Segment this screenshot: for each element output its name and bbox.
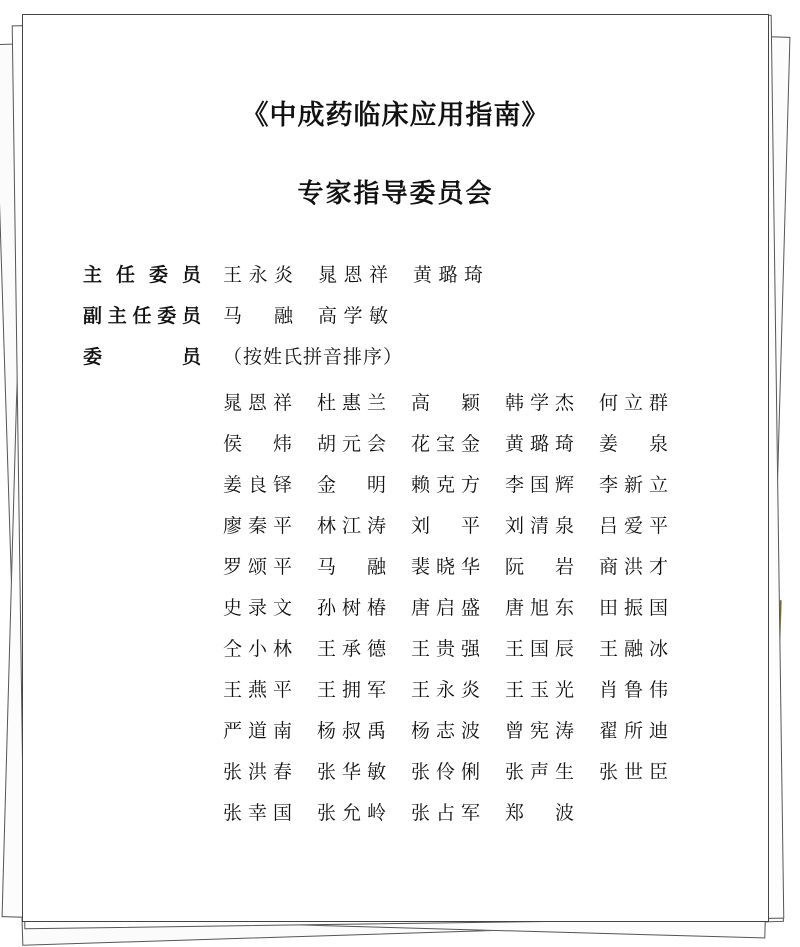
member-name: 黄 璐 琦 bbox=[413, 263, 483, 286]
member-name: 罗 颂 平 bbox=[223, 556, 292, 578]
member-name: 肖 鲁 伟 bbox=[599, 679, 668, 701]
member-name: 杜 惠 兰 bbox=[317, 392, 386, 414]
members-grid-row bbox=[223, 422, 693, 463]
member-name: 胡 元 会 bbox=[317, 433, 386, 455]
member-name: 张 允 岭 bbox=[317, 802, 386, 824]
document-title: 《中成药临床应用指南》 bbox=[241, 100, 550, 131]
member-name: 杨 志 波 bbox=[411, 720, 480, 742]
member-name: 何 立 群 bbox=[599, 392, 668, 414]
members-grid bbox=[223, 381, 693, 832]
member-name: 王 国 辰 bbox=[505, 638, 574, 660]
member-name: 张 占 军 bbox=[411, 802, 480, 824]
member-name: 田 振 国 bbox=[599, 597, 668, 619]
member-name: 唐 启 盛 bbox=[411, 597, 480, 619]
member-name: 张 伶 俐 bbox=[411, 761, 480, 783]
member-name: 晁 恩 祥 bbox=[223, 392, 292, 414]
member-name: 王 贵 强 bbox=[411, 638, 480, 660]
role-label-vice-chair: 副 主 任 委 员 bbox=[83, 304, 201, 327]
members-grid-row bbox=[223, 627, 693, 668]
member-name: 刘 清 泉 bbox=[505, 515, 574, 537]
member-name: 严 道 南 bbox=[223, 720, 292, 742]
member-name: 李 新 立 bbox=[599, 474, 668, 496]
member-name: 马 融 bbox=[223, 304, 293, 327]
member-name: 王 融 冰 bbox=[599, 638, 668, 660]
member-name: 金 明 bbox=[317, 474, 386, 496]
member-name: 孙 树 椿 bbox=[317, 597, 386, 619]
member-name: 裴 晓 华 bbox=[411, 556, 480, 578]
member-name: 花 宝 金 bbox=[411, 433, 480, 455]
members-sort-note: （按姓氏拼音排序） bbox=[223, 345, 404, 368]
members-grid-row bbox=[223, 668, 693, 709]
member-name: 王 永 炎 bbox=[223, 263, 293, 286]
member-name: 王 玉 光 bbox=[505, 679, 574, 701]
member-name: 高 学 敏 bbox=[318, 304, 388, 327]
member-name: 张 洪 春 bbox=[223, 761, 292, 783]
member-name: 马 融 bbox=[317, 556, 386, 578]
members-grid-row bbox=[223, 750, 693, 791]
role-label-members: 委 员 bbox=[83, 345, 201, 368]
member-name: 姜 泉 bbox=[599, 433, 668, 455]
member-name: 唐 旭 东 bbox=[505, 597, 574, 619]
member-name: 仝 小 林 bbox=[223, 638, 292, 660]
member-name: 曾 宪 涛 bbox=[505, 720, 574, 742]
role-label-chair: 主 任 委 员 bbox=[83, 263, 201, 286]
member-name: 廖 秦 平 bbox=[223, 515, 292, 537]
members-grid-row bbox=[223, 463, 693, 504]
member-name: 阮 岩 bbox=[505, 556, 574, 578]
member-name: 姜 良 铎 bbox=[223, 474, 292, 496]
role-names-chair bbox=[223, 260, 508, 287]
role-row-chair bbox=[83, 258, 508, 288]
member-name: 王 承 德 bbox=[317, 638, 386, 660]
member-name: 刘 平 bbox=[411, 515, 480, 537]
member-name: 吕 爱 平 bbox=[599, 515, 668, 537]
members-grid-row bbox=[223, 545, 693, 586]
member-name: 高 颖 bbox=[411, 392, 480, 414]
member-name: 李 国 辉 bbox=[505, 474, 574, 496]
members-grid-row bbox=[223, 381, 693, 422]
role-row-vice-chair bbox=[83, 299, 413, 329]
members-grid-row bbox=[223, 709, 693, 750]
member-name: 张 声 生 bbox=[505, 761, 574, 783]
role-names-vice-chair bbox=[223, 301, 413, 328]
member-name: 晁 恩 祥 bbox=[318, 263, 388, 286]
front-page bbox=[22, 14, 769, 922]
member-name: 赖 克 方 bbox=[411, 474, 480, 496]
member-name: 翟 所 迪 bbox=[599, 720, 668, 742]
member-name: 张 幸 国 bbox=[223, 802, 292, 824]
members-grid-row bbox=[223, 791, 693, 832]
role-row-members bbox=[83, 340, 403, 370]
member-name: 张 华 敏 bbox=[317, 761, 386, 783]
member-name: 王 永 炎 bbox=[411, 679, 480, 701]
member-name: 王 拥 军 bbox=[317, 679, 386, 701]
member-name: 郑 波 bbox=[505, 802, 574, 824]
members-grid-row bbox=[223, 504, 693, 545]
member-name: 黄 璐 琦 bbox=[505, 433, 574, 455]
member-name: 商 洪 才 bbox=[599, 556, 668, 578]
member-name: 张 世 臣 bbox=[599, 761, 668, 783]
member-name: 杨 叔 禹 bbox=[317, 720, 386, 742]
member-name: 史 录 文 bbox=[223, 597, 292, 619]
member-name: 侯 炜 bbox=[223, 433, 292, 455]
member-name: 王 燕 平 bbox=[223, 679, 292, 701]
member-name: 韩 学 杰 bbox=[505, 392, 574, 414]
committee-title: 专家指导委员会 bbox=[297, 179, 494, 209]
members-grid-row bbox=[223, 586, 693, 627]
member-name: 林 江 涛 bbox=[317, 515, 386, 537]
